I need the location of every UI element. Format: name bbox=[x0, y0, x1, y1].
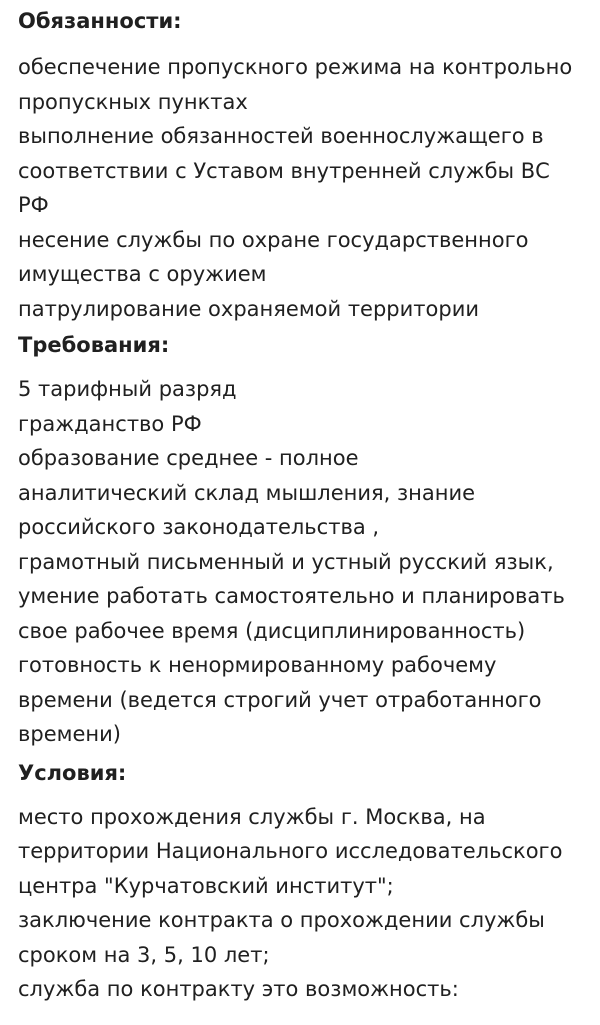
text-line: служба по контракту это возможность: bbox=[18, 977, 459, 1001]
section-body-conditions bbox=[18, 788, 582, 1007]
section-body-requirements bbox=[18, 360, 582, 752]
section-conditions bbox=[18, 752, 582, 1007]
text-line: центра "Курчатовский институт"; bbox=[18, 873, 394, 898]
text-line: времени) bbox=[18, 722, 121, 746]
text-line: времени (ведется строгий учет отработанного bbox=[18, 687, 542, 712]
text-line: патрулирование охраняемой территории bbox=[18, 296, 479, 321]
text-line: сроком на 3, 5, 10 лет; bbox=[18, 942, 270, 967]
section-duties bbox=[18, 0, 582, 326]
text-line: свое рабочее время (дисциплинированность) bbox=[18, 618, 526, 643]
text-line: образование среднее - полное bbox=[18, 446, 359, 470]
text-line: территории Национального исследовательского bbox=[18, 839, 563, 863]
text-line: место прохождения службы г. Москва, на bbox=[18, 804, 486, 829]
text-line: несение службы по охране государственного bbox=[18, 227, 529, 252]
section-heading-duties: Обязанности: bbox=[18, 9, 182, 33]
text-line: аналитический склад мышления, знание bbox=[18, 480, 476, 505]
section-body-duties bbox=[18, 36, 582, 326]
text-line: грамотный письменный и устный русский язык, bbox=[18, 549, 554, 574]
text-line: выполнение обязанностей военнослужащего в bbox=[18, 124, 544, 148]
text-line: 5 тарифный разряд bbox=[18, 377, 237, 401]
section-heading-requirements: Требования: bbox=[18, 333, 170, 357]
text-line: соответствии с Уставом внутренней службы ВС bbox=[18, 158, 550, 183]
text-line: гражданство РФ bbox=[18, 411, 202, 436]
text-line: заключение контракта о прохождении службы bbox=[18, 908, 545, 932]
text-line: РФ bbox=[18, 193, 49, 217]
section-requirements bbox=[18, 326, 582, 752]
text-line: готовность к ненормированному рабочему bbox=[18, 653, 497, 677]
text-line: имущества с оружием bbox=[18, 262, 267, 286]
section-heading-conditions: Условия: bbox=[18, 760, 127, 785]
text-line: российского законодательства , bbox=[18, 515, 380, 539]
text-line: умение работать самостоятельно и планировать bbox=[18, 584, 565, 608]
text-line: обеспечение пропускного режима на контрольно bbox=[18, 55, 573, 79]
text-line: пропускных пунктах bbox=[18, 89, 248, 114]
